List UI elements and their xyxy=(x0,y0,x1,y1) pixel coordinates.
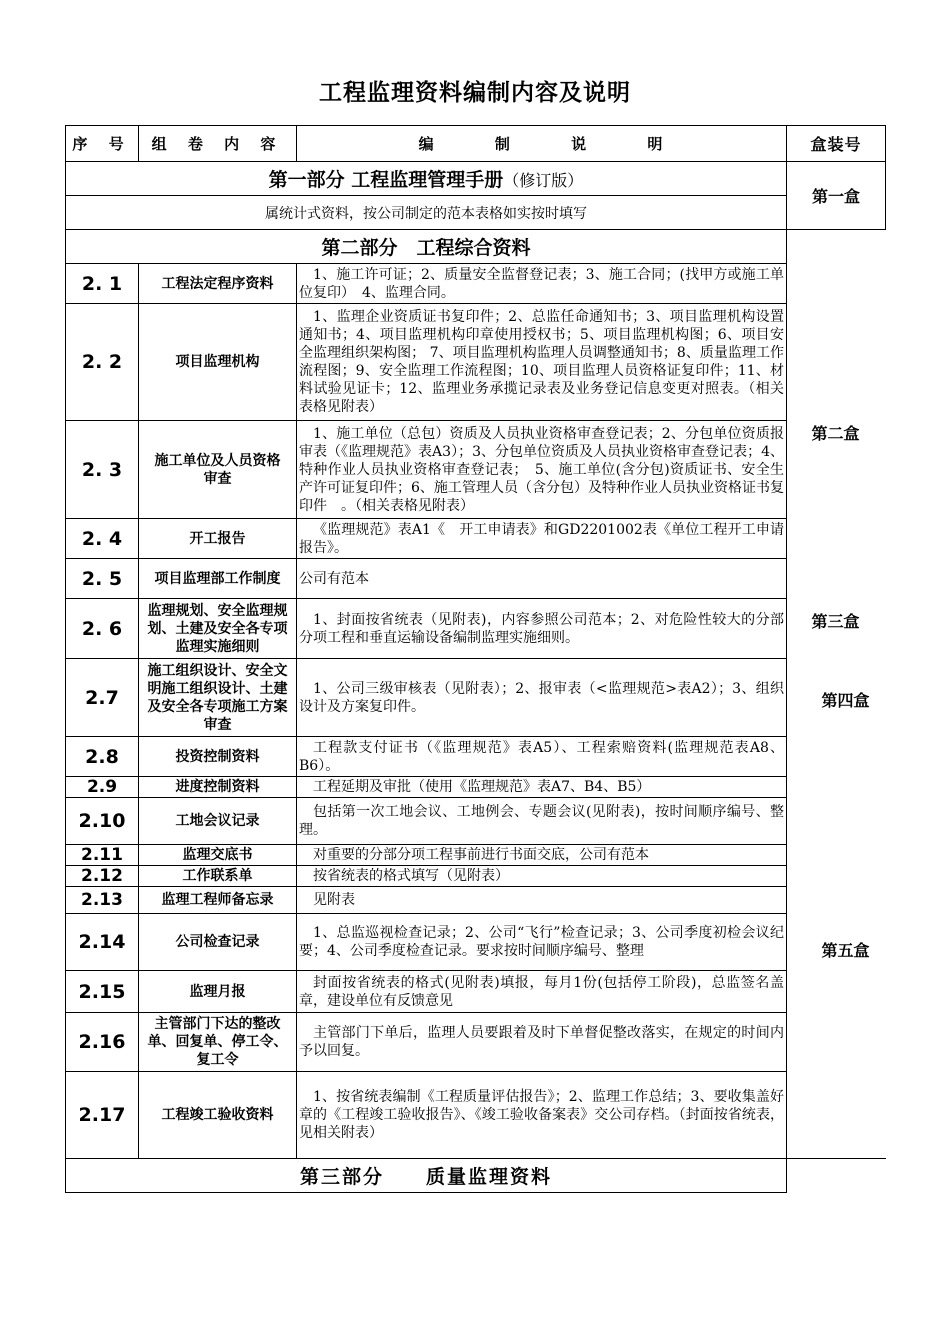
row-name: 项目监理机构 xyxy=(139,304,297,421)
row-description: 主管部门下单后，监理人员要跟着及时下单督促整改落实，在规定的时间内予以回复。 xyxy=(297,1013,787,1072)
row-description: 1、按省统表编制《工程质量评估报告》；2、监理工作总结；3、要收集盖好章的《工程竣工验收报告》、《竣工验收备案表》交公司存档。（封面按省统表，见相关附表） xyxy=(297,1072,787,1159)
row-description: 对重要的分部分项工程事前进行书面交底，公司有范本 xyxy=(297,845,787,866)
header-seq: 序 号 xyxy=(66,126,139,162)
row-number: 2. 4 xyxy=(66,519,139,559)
row-description: 1、总监巡视检查记录；2、公司“飞行”检查记录；3、公司季度初检会议纪要；4、公司季度检查记录。要求按时间顺序编号、整理 xyxy=(297,914,787,971)
header-box: 盒装号 xyxy=(787,126,886,162)
row-number: 2. 1 xyxy=(66,264,139,304)
row-name: 投资控制资料 xyxy=(139,737,297,777)
row-name: 工程竣工验收资料 xyxy=(139,1072,297,1159)
part1-title-text: 第一部分 工程监理管理手册 xyxy=(268,169,504,191)
row-name: 工地会议记录 xyxy=(139,798,297,845)
table-row xyxy=(66,887,886,914)
row-number: 2.17 xyxy=(66,1072,139,1159)
table-row xyxy=(66,737,886,777)
row-name: 进度控制资料 xyxy=(139,777,297,798)
part1-title-row xyxy=(66,162,886,196)
row-name: 监理交底书 xyxy=(139,845,297,866)
box-4-label: 第四盒 xyxy=(821,691,870,710)
part3-title-row xyxy=(66,1159,886,1193)
row-number: 2.9 xyxy=(66,777,139,798)
table-row xyxy=(66,1013,886,1072)
row-number: 2. 3 xyxy=(66,421,139,519)
table-row xyxy=(66,777,886,798)
row-name: 公司检查记录 xyxy=(139,914,297,971)
row-number: 2.11 xyxy=(66,845,139,866)
part1-note-row xyxy=(66,196,886,230)
row-number: 2.14 xyxy=(66,914,139,971)
row-number: 2.10 xyxy=(66,798,139,845)
row-description: 工程延期及审批（使用《监理规范》表A7、B4、B5） xyxy=(297,777,787,798)
table-row xyxy=(66,519,886,559)
part1-title xyxy=(66,162,787,196)
row-number: 2.15 xyxy=(66,971,139,1013)
row-name: 工程法定程序资料 xyxy=(139,264,297,304)
row-name: 开工报告 xyxy=(139,519,297,559)
box-5-label: 第五盒 xyxy=(821,941,870,960)
table-row xyxy=(66,914,886,971)
box-2-label: 第二盒 xyxy=(811,424,860,443)
row-number: 2. 2 xyxy=(66,304,139,421)
row-description: 《监理规范》表A1《 开工申请表》和GD2201002表《单位工程开工申请报告》。 xyxy=(297,519,787,559)
row-description: 1、监理企业资质证书复印件；2、总监任命通知书；3、项目监理机构设置通知书；4、项目监理机构印章使用授权书；5、项目监理机构图；6、项目安全监理组织架构图； 7、项目监理机构监理人员调整通知书；8、质量监理工作流程图；9、安全监理工作流程图；10、项目监理人员资格证复印件；11、材料试验见证卡；12、监理业务承揽记录表及业务登记信息变更对照表。（相关表格见附表） xyxy=(297,304,787,421)
row-number: 2.7 xyxy=(66,659,139,737)
table-row xyxy=(66,971,886,1013)
row-name: 施工单位及人员资格审查 xyxy=(139,421,297,519)
row-number: 2.8 xyxy=(66,737,139,777)
content-table xyxy=(65,125,886,1193)
table-row xyxy=(66,304,886,421)
row-name: 主管部门下达的整改单、回复单、停工令、复工令 xyxy=(139,1013,297,1072)
part3-empty-cell xyxy=(787,1159,886,1193)
part3-title: 第三部分 质量监理资料 xyxy=(66,1159,787,1193)
row-number: 2.13 xyxy=(66,887,139,914)
row-description: 按省统表的格式填写（见附表） xyxy=(297,866,787,887)
row-description: 工程款支付证书（《监理规范》表A5）、工程索赔资料(监理规范表A8、B6）。 xyxy=(297,737,787,777)
table-row xyxy=(66,1072,886,1159)
row-number: 2.12 xyxy=(66,866,139,887)
box-3-label: 第三盒 xyxy=(811,612,860,631)
header-row xyxy=(66,126,886,162)
table-row xyxy=(66,798,886,845)
row-description: 包括第一次工地会议、工地例会、专题会议(见附表)，按时间顺序编号、整理。 xyxy=(297,798,787,845)
row-description: 封面按省统表的格式(见附表)填报，每月1份(包括停工阶段)，总监签名盖章，建设单位有反馈意见 xyxy=(297,971,787,1013)
row-name: 项目监理部工作制度 xyxy=(139,559,297,599)
row-name: 施工组织设计、安全文明施工组织设计、土建及安全各专项施工方案审查 xyxy=(139,659,297,737)
row-description: 1、公司三级审核表（见附表）；2、报审表（<监理规范>表A2）；3、组织设计及方案复印件。 xyxy=(297,659,787,737)
row-name: 工作联系单 xyxy=(139,866,297,887)
row-description: 见附表 xyxy=(297,887,787,914)
box-1: 第一盒 xyxy=(787,162,886,230)
header-content: 组 卷 内 容 xyxy=(139,126,297,162)
row-description: 公司有范本 xyxy=(297,559,787,599)
row-name: 监理月报 xyxy=(139,971,297,1013)
row-description: 1、施工单位（总包）资质及人员执业资格审查登记表；2、分包单位资质报审表（《监理规范》表A3）；3、分包单位资质及人员执业资格审查登记表；4、特种作业人员执业资格审查登记表； 5、施工单位(含分包)资质证书、安全生产许可证复印件；6、施工管理人员（含分包）及特种作业人员执业资格证书复印件 。（相关表格见附表） xyxy=(297,421,787,519)
table-row xyxy=(66,599,886,659)
table-row xyxy=(66,421,886,519)
part1-title-suffix: （修订版） xyxy=(503,171,584,190)
row-name: 监理工程师备忘录 xyxy=(139,887,297,914)
row-description: 1、封面按省统表（见附表)，内容参照公司范本；2、对危险性较大的分部分项工程和垂直运输设备编制监理实施细则。 xyxy=(297,599,787,659)
row-description: 1、施工许可证；2、质量安全监督登记表；3、施工合同；(找甲方或施工单位复印） 4、监理合同。 xyxy=(297,264,787,304)
row-number: 2.16 xyxy=(66,1013,139,1072)
table-row xyxy=(66,264,886,304)
document-title: 工程监理资料编制内容及说明 xyxy=(319,80,631,106)
part2-title-row xyxy=(66,230,886,264)
table-row xyxy=(66,559,886,599)
table-row xyxy=(66,866,886,887)
table-row xyxy=(66,659,886,737)
row-number: 2. 6 xyxy=(66,599,139,659)
row-name: 监理规划、安全监理规划、土建及安全各专项监理实施细则 xyxy=(139,599,297,659)
row-number: 2. 5 xyxy=(66,559,139,599)
part1-note: 属统计式资料，按公司制定的范本表格如实按时填写 xyxy=(66,196,787,230)
part2-title: 第二部分 工程综合资料 xyxy=(66,230,787,264)
table-row xyxy=(66,845,886,866)
header-desc: 编 制 说 明 xyxy=(297,126,787,162)
